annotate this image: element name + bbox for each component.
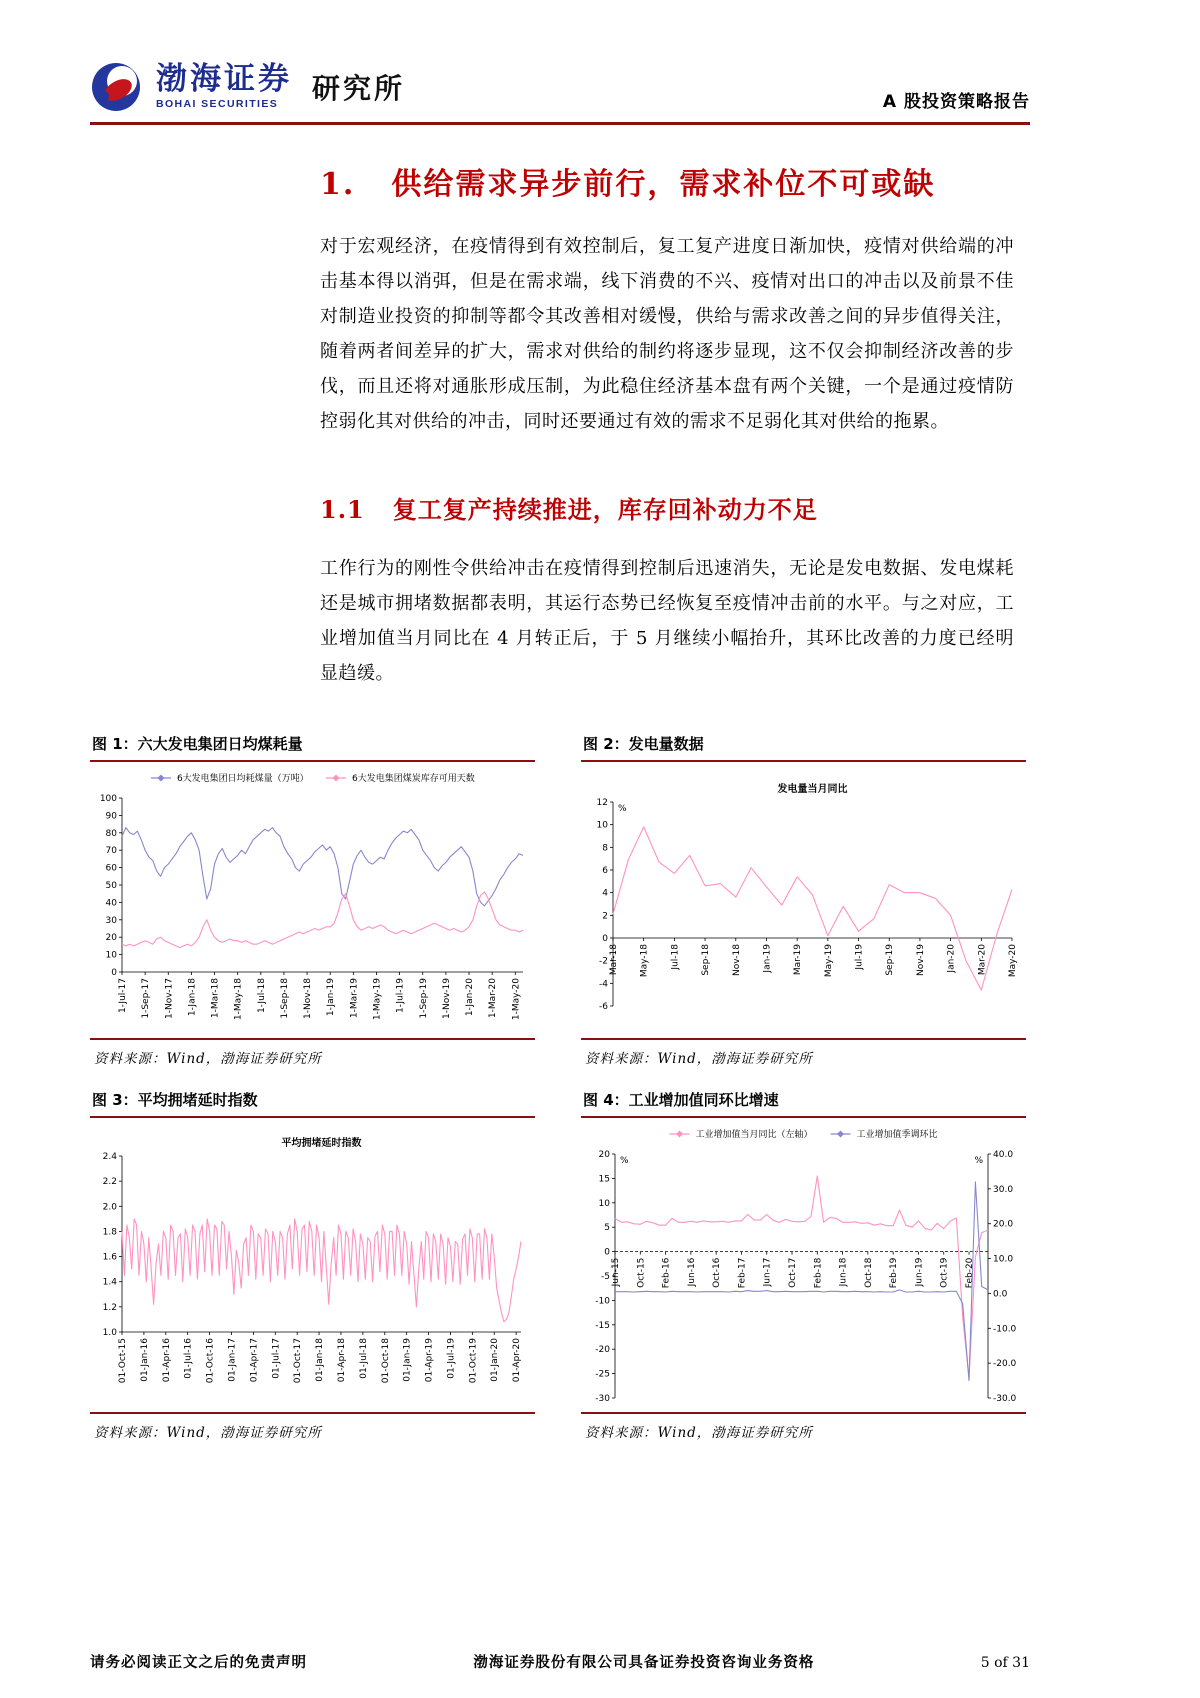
svg-text:Feb-20: Feb-20 [965,1257,976,1289]
svg-text:1-Jan-19: 1-Jan-19 [326,977,337,1016]
charts-grid [90,733,1030,1441]
svg-text:Jul-18: Jul-18 [670,943,681,970]
chart-axes [595,1150,1016,1404]
svg-text:工业增加值当月同比（左轴）: 工业增加值当月同比（左轴） [695,1129,813,1140]
svg-text:01-Jan-18: 01-Jan-18 [315,1337,326,1382]
section-1-paragraph: 对于宏观经济，在疫情得到有效控制后，复工复产进度日渐加快，疫情对供给端的冲击基本得以消弭，但是在需求端，线下消费的不兴、疫情对出口的冲击以及前景不佳对制造业投资的抑制等都令其改善相对缓慢，供给与需求改善之间的异步值得关注，随着两者间差异的扩大，需求对供给的制约将逐步显现，这不仅会抑制经济改善的步伐，而且还将对通胀形成压制，为此稳住经济基本盘有两个关键，一个是通过疫情防控弱化其对供给的冲击，同时还要通过有效的需求不足弱化其对供给的拖累。 [320,236,1014,433]
svg-text:Oct-17: Oct-17 [788,1257,799,1288]
svg-text:2.0: 2.0 [102,1202,117,1213]
section-1-heading [320,159,1030,203]
svg-text:Oct-16: Oct-16 [712,1257,723,1288]
footer-company-qualification: 渤海证券股份有限公司具备证券投资咨询业务资格 [473,1654,815,1671]
figure-1-chart [90,768,535,1036]
svg-text:-30.0: -30.0 [993,1393,1017,1404]
svg-text:Mar-18: Mar-18 [609,943,619,976]
svg-text:01-Jan-16: 01-Jan-16 [139,1337,150,1382]
header-rule [90,122,1030,125]
svg-text:1-May-18: 1-May-18 [233,977,244,1021]
svg-text:Jul-19: Jul-19 [854,943,865,970]
svg-text:4: 4 [602,888,608,899]
svg-text:50: 50 [105,880,117,891]
svg-text:10.0: 10.0 [993,1254,1014,1265]
svg-text:15: 15 [598,1174,610,1185]
svg-text:平均拥堵延时指数: 平均拥堵延时指数 [281,1137,362,1149]
svg-text:40.0: 40.0 [993,1149,1014,1160]
section-1-1-paragraph: 工作行为的刚性令供给冲击在疫情得到控制后迅速消失，无论是发电数据、发电煤耗还是城市拥堵数据都表明，其运行态势已经恢复至疫情冲击前的水平。与之对应，工业增加值当月同比在 4 月转正后，于 5 月继续小幅抬升，其环比改善的力度已经明显趋缓。 [320,557,1014,684]
svg-text:1-Nov-19: 1-Nov-19 [441,977,452,1019]
page-footer [90,1651,1030,1672]
svg-text:1-Sep-19: 1-Sep-19 [418,977,429,1019]
svg-text:1.6: 1.6 [102,1252,117,1263]
section-1-1-number: 1.1 [320,494,365,524]
svg-text:-25: -25 [595,1369,610,1380]
svg-text:6大发电集团日均耗煤量（万吨）: 6大发电集团日均耗煤量（万吨） [176,773,309,784]
svg-text:May-19: May-19 [823,943,834,978]
svg-text:Nov-18: Nov-18 [731,943,742,976]
bohai-logo-icon [90,60,144,114]
svg-text:10: 10 [105,950,117,961]
svg-text:Feb-16: Feb-16 [661,1257,672,1289]
svg-text:8: 8 [602,843,608,854]
figure-4-title: 图 4：工业增加值同环比增速 [581,1089,1026,1118]
figure-2-source: 资料来源：Wind，渤海证券研究所 [581,1038,1026,1067]
svg-text:1-Jul-17: 1-Jul-17 [118,977,128,1013]
svg-text:Feb-18: Feb-18 [813,1257,824,1289]
svg-text:0: 0 [111,967,117,978]
svg-text:%: % [620,1155,629,1166]
page-header [0,0,1200,125]
svg-text:70: 70 [105,846,117,857]
svg-text:%: % [618,803,627,814]
svg-text:01-Oct-15: 01-Oct-15 [118,1337,128,1384]
svg-text:1.2: 1.2 [102,1302,117,1313]
svg-text:6: 6 [602,865,608,876]
svg-text:Jun-17: Jun-17 [762,1257,773,1287]
svg-text:-6: -6 [599,1001,608,1012]
svg-text:1-Mar-20: 1-Mar-20 [488,977,499,1019]
svg-text:01-Jul-18: 01-Jul-18 [358,1337,369,1379]
chart-series-0 [122,828,523,906]
figure-1 [90,733,535,1067]
svg-text:1-Jan-20: 1-Jan-20 [465,977,476,1016]
svg-text:1-May-20: 1-May-20 [511,977,522,1021]
svg-text:2: 2 [602,911,608,922]
svg-text:1-Nov-17: 1-Nov-17 [164,977,175,1019]
svg-text:-20.0: -20.0 [993,1359,1017,1370]
section-1-title: 供给需求异步前行，需求补位不可或缺 [391,167,936,202]
svg-text:1.0: 1.0 [102,1327,117,1338]
svg-text:1-Sep-17: 1-Sep-17 [141,977,152,1019]
svg-text:Oct-19: Oct-19 [939,1257,950,1288]
figure-3-source: 资料来源：Wind，渤海证券研究所 [90,1412,535,1441]
svg-text:40: 40 [105,898,117,909]
svg-text:0.0: 0.0 [993,1289,1008,1300]
svg-text:Mar-19: Mar-19 [793,943,804,976]
svg-text:Oct-15: Oct-15 [636,1257,647,1288]
figure-1-title: 图 1：六大发电集团日均煤耗量 [90,733,535,762]
svg-text:12: 12 [596,797,608,808]
svg-text:-2: -2 [599,956,608,967]
chart-legend [151,772,475,784]
svg-text:6大发电集团煤炭库存可用天数: 6大发电集团煤炭库存可用天数 [352,773,475,784]
svg-text:01-Apr-17: 01-Apr-17 [249,1337,260,1383]
chart-series-0 [122,1219,521,1322]
svg-text:20.0: 20.0 [993,1219,1014,1230]
svg-text:01-Jul-19: 01-Jul-19 [446,1337,457,1379]
footer-disclaimer: 请务必阅读正文之后的免责声明 [90,1654,307,1671]
figure-4-chart [581,1124,1026,1410]
svg-text:5: 5 [604,1223,610,1234]
figure-3-chart [90,1124,535,1410]
chart-series-1 [122,892,523,948]
svg-text:01-Jan-17: 01-Jan-17 [227,1337,238,1382]
svg-text:1.4: 1.4 [102,1277,117,1288]
svg-text:20: 20 [598,1149,610,1160]
svg-text:1-Sep-18: 1-Sep-18 [279,977,290,1019]
svg-text:Jan-20: Jan-20 [946,943,957,973]
svg-text:Jun-19: Jun-19 [914,1257,925,1287]
brand-name-en: BOHAI SECURITIES [156,98,279,110]
section-1-1-title: 复工复产持续推进，库存回补动力不足 [392,494,818,524]
svg-text:1-Jul-19: 1-Jul-19 [395,977,406,1013]
brand-name-cn: 渤海证券 [156,61,292,97]
svg-text:Nov-19: Nov-19 [915,943,926,976]
svg-text:10: 10 [596,820,608,831]
svg-text:2.4: 2.4 [102,1151,117,1162]
section-1-number: 1. [320,167,356,202]
svg-text:01-Oct-17: 01-Oct-17 [293,1337,304,1384]
svg-text:0: 0 [604,1247,610,1258]
svg-text:Mar-20: Mar-20 [977,943,988,976]
svg-text:01-Oct-19: 01-Oct-19 [468,1337,479,1384]
svg-text:90: 90 [105,811,117,822]
report-body [90,159,1030,1441]
svg-text:-30: -30 [595,1393,610,1404]
section-1-1-heading [320,490,1030,525]
svg-text:-20: -20 [595,1345,610,1356]
svg-text:01-Jan-19: 01-Jan-19 [402,1337,413,1382]
svg-text:01-Apr-16: 01-Apr-16 [161,1337,172,1383]
svg-text:60: 60 [105,863,117,874]
svg-text:2.2: 2.2 [102,1177,117,1188]
brand-text [156,61,292,110]
svg-text:01-Apr-20: 01-Apr-20 [512,1337,523,1383]
figure-3 [90,1089,535,1441]
svg-text:20: 20 [105,933,117,944]
figure-4 [581,1089,1026,1441]
svg-text:1-Jan-18: 1-Jan-18 [187,977,198,1016]
footer-page-number: 5 of 31 [980,1655,1030,1671]
svg-text:01-Oct-18: 01-Oct-18 [380,1337,391,1384]
svg-text:-10.0: -10.0 [993,1324,1017,1335]
svg-text:10: 10 [598,1198,610,1209]
svg-text:1.8: 1.8 [102,1227,117,1238]
chart-legend [670,1128,938,1140]
svg-text:0: 0 [602,933,608,944]
svg-text:Sep-18: Sep-18 [701,943,712,976]
svg-text:01-Oct-16: 01-Oct-16 [205,1337,216,1384]
svg-text:Jun-18: Jun-18 [838,1257,849,1287]
svg-text:发电量当月同比: 发电量当月同比 [777,783,848,795]
svg-text:1-Jul-18: 1-Jul-18 [256,977,267,1013]
figure-1-source: 资料来源：Wind，渤海证券研究所 [90,1038,535,1067]
svg-text:Feb-19: Feb-19 [889,1257,900,1289]
svg-text:01-Apr-18: 01-Apr-18 [336,1337,347,1383]
figure-2 [581,733,1026,1067]
svg-text:30: 30 [105,915,117,926]
svg-text:工业增加值季调环比: 工业增加值季调环比 [856,1129,938,1140]
svg-text:Jan-19: Jan-19 [762,943,773,973]
svg-text:May-18: May-18 [639,943,650,978]
svg-text:1-Nov-18: 1-Nov-18 [303,977,314,1019]
chart-axes [100,794,523,1020]
svg-text:01-Jan-20: 01-Jan-20 [490,1337,501,1382]
svg-text:80: 80 [105,828,117,839]
figure-2-title: 图 2：发电量数据 [581,733,1026,762]
svg-text:Oct-18: Oct-18 [863,1257,874,1288]
svg-text:Jun-15: Jun-15 [611,1257,621,1287]
svg-text:Feb-17: Feb-17 [737,1257,748,1289]
svg-text:-5: -5 [601,1271,610,1282]
report-type-label: A 股投资策略报告 [882,92,1030,112]
figure-4-source: 资料来源：Wind，渤海证券研究所 [581,1412,1026,1441]
svg-text:100: 100 [99,793,117,804]
svg-text:Sep-19: Sep-19 [885,943,896,976]
brand-block [90,60,405,114]
svg-text:-15: -15 [595,1320,610,1331]
figure-2-chart [581,768,1026,1036]
svg-text:-10: -10 [595,1296,610,1307]
chart-axes [597,798,1018,1012]
svg-text:01-Apr-19: 01-Apr-19 [424,1337,435,1383]
svg-text:May-20: May-20 [1008,943,1018,978]
brand-dept-label: 研究所 [312,72,406,105]
svg-text:Jun-16: Jun-16 [686,1257,697,1287]
svg-text:1-Mar-19: 1-Mar-19 [349,977,360,1019]
figure-3-title: 图 3：平均拥堵延时指数 [90,1089,535,1118]
svg-text:01-Jul-17: 01-Jul-17 [271,1337,282,1379]
svg-text:-4: -4 [599,979,608,990]
svg-text:01-Jul-16: 01-Jul-16 [183,1337,194,1379]
svg-text:30.0: 30.0 [993,1184,1014,1195]
svg-text:%: % [974,1155,983,1166]
svg-text:1-May-19: 1-May-19 [372,977,383,1021]
svg-text:1-Mar-18: 1-Mar-18 [210,977,221,1019]
